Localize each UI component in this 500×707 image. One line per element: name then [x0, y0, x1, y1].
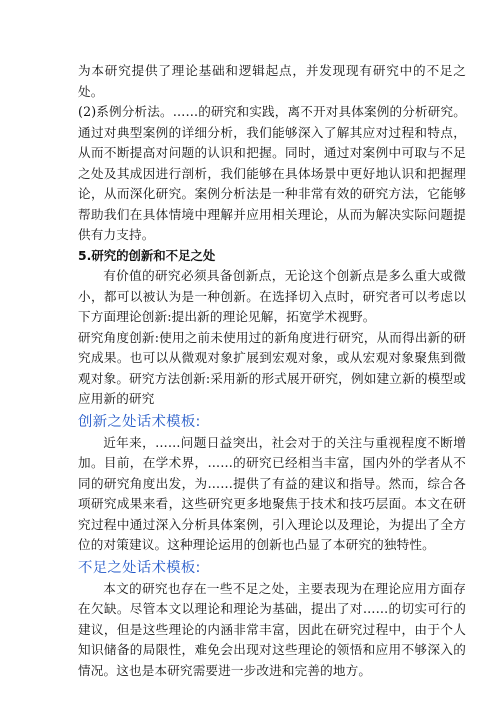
- deficiency-template-paragraph: 本文的研究也存在一些不足之处，主要表现为在理论应用方面存在欠缺。尽管本文以理论和理论为基础，提出了对……的切实可行的建议，但是这些理论的内涵非常丰富，因此在研究过程中，由于个人知识储备的局限性，难免会出现对这些理论的领悟和应用不够深入的情况。这也是本研究需要进一步改进和完善的地方。: [78, 580, 466, 678]
- deficiency-template-heading: 不足之处话术模板:: [78, 559, 201, 576]
- innovation-template-paragraph: 近年来，……问题日益突出，社会对于的关注与重视程度不断增加。目前，在学术界，……的研究已经相当丰富，国内外的学者从不同的研究角度出发，为……提供了有益的建议和指导。然而，综合各项研究成果来看，这些研究更多地聚焦于技术和技巧层面。本文在研究过程中通过深入分析具体案例，引入理论以及理论，为提出了全方位的对策建议。这种理论运用的创新也凸显了本研究的独特性。: [78, 434, 466, 552]
- innovation-types-paragraph: 研究角度创新:使用之前未使用过的新角度进行研究，从而得出新的研究成果。也可以从微观对象扩展到宏观对象，或从宏观对象聚焦到微观对象。研究方法创新:采用新的形式展开研究，例如建立新的模型或应用新的研究: [78, 329, 466, 406]
- innovation-intro-paragraph: 有价值的研究必须具备创新点，无论这个创新点是多么重大或微小，都可以被认为是一种创新。在选择切入点时，研究者可以考虑以下方面理论创新:提出新的理论见解，拓宽学术视野。: [78, 268, 466, 324]
- innovation-template-heading: 创新之处话术模板:: [78, 413, 201, 430]
- intro-paragraph: 为本研究提供了理论基础和逻辑起点，并发现现有研究中的不足之处。: [78, 63, 466, 99]
- case-analysis-paragraph: (2)系例分析法。……的研究和实践，离不开对具体案例的分析研究。通过对典型案例的详细分析，我们能够深入了解其应对过程和特点，从而不断提高对问题的认识和把握。同时，通过对案例中可取与不足之处及其成因进行剖析，我们能够在具体场景中更好地认识和把握理论，从而深化研究。案例分析法是一种非常有效的研究方法，它能够帮助我们在具体情境中理解并应用相关理论，从而为解决实际问题提供有力支持。: [78, 104, 466, 242]
- section-5-heading: 5.研究的创新和不足之处: [78, 247, 216, 263]
